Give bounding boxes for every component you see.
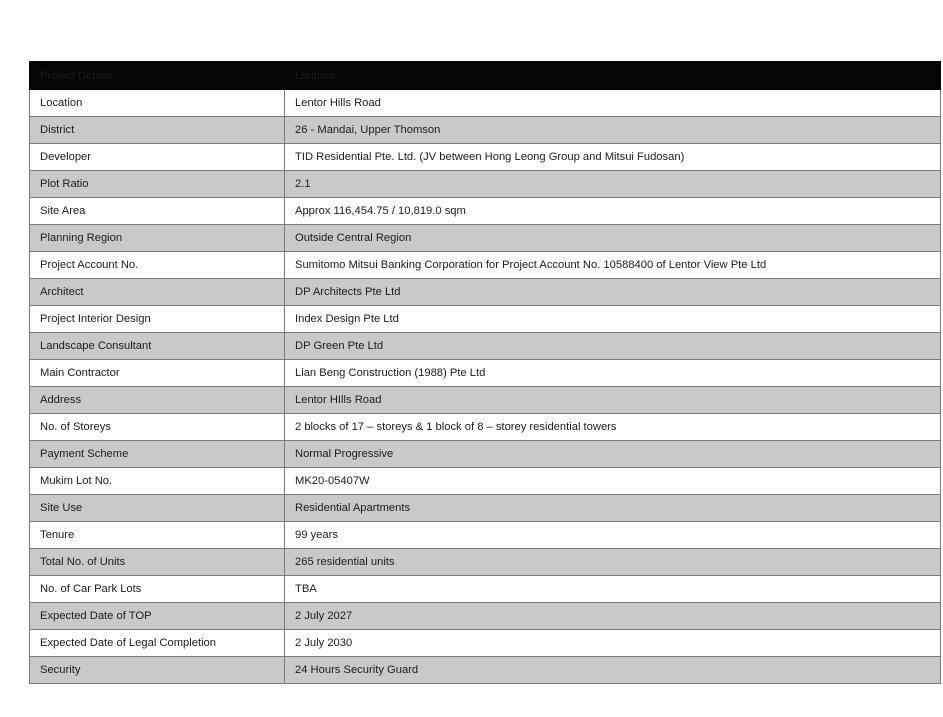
row-label-cell: No. of Car Park Lots bbox=[30, 576, 285, 603]
row-label-cell: Plot Ratio bbox=[30, 171, 285, 198]
table-row bbox=[30, 117, 941, 144]
row-label-cell: Developer bbox=[30, 144, 285, 171]
table-row bbox=[30, 414, 941, 441]
row-label-cell: Address bbox=[30, 387, 285, 414]
row-label-cell: Main Contractor bbox=[30, 360, 285, 387]
row-value-cell: DP Green Pte Ltd bbox=[285, 333, 941, 360]
row-value-cell: Normal Progressive bbox=[285, 441, 941, 468]
row-value-cell: 2 July 2027 bbox=[285, 603, 941, 630]
header-value-cell: Lentoria bbox=[285, 62, 941, 90]
row-label-cell: Architect bbox=[30, 279, 285, 306]
table-row bbox=[30, 657, 941, 684]
row-value-cell: Outside Central Region bbox=[285, 225, 941, 252]
row-label-cell: Expected Date of TOP bbox=[30, 603, 285, 630]
row-value-cell: MK20-05407W bbox=[285, 468, 941, 495]
row-label-cell: Site Use bbox=[30, 495, 285, 522]
row-label-cell: No. of Storeys bbox=[30, 414, 285, 441]
row-value-cell: Approx 116,454.75 / 10,819.0 sqm bbox=[285, 198, 941, 225]
row-value-cell: 2 July 2030 bbox=[285, 630, 941, 657]
table-row bbox=[30, 441, 941, 468]
row-label-cell: Mukim Lot No. bbox=[30, 468, 285, 495]
row-value-cell: 265 residential units bbox=[285, 549, 941, 576]
row-value-cell: Index Design Pte Ltd bbox=[285, 306, 941, 333]
table-row bbox=[30, 549, 941, 576]
table-row bbox=[30, 90, 941, 117]
table-row bbox=[30, 387, 941, 414]
table-row bbox=[30, 252, 941, 279]
table-row bbox=[30, 576, 941, 603]
project-details-table bbox=[29, 61, 941, 684]
row-label-cell: District bbox=[30, 117, 285, 144]
table-header-row bbox=[30, 62, 941, 90]
row-label-cell: Security bbox=[30, 657, 285, 684]
row-value-cell: Sumitomo Mitsui Banking Corporation for Project Account No. 10588400 of Lentor View Pte Ltd bbox=[285, 252, 941, 279]
row-value-cell: Lentor Hills Road bbox=[285, 90, 941, 117]
row-value-cell: Residential Apartments bbox=[285, 495, 941, 522]
row-label-cell: Planning Region bbox=[30, 225, 285, 252]
table-row bbox=[30, 603, 941, 630]
row-label-cell: Payment Scheme bbox=[30, 441, 285, 468]
table-row bbox=[30, 198, 941, 225]
table-row bbox=[30, 468, 941, 495]
table-row bbox=[30, 171, 941, 198]
header-label-cell: Project Details bbox=[30, 62, 285, 90]
row-value-cell: Lentor HIlls Road bbox=[285, 387, 941, 414]
row-label-cell: Total No. of Units bbox=[30, 549, 285, 576]
row-value-cell: 2.1 bbox=[285, 171, 941, 198]
table-row bbox=[30, 360, 941, 387]
table-row bbox=[30, 306, 941, 333]
row-value-cell: 26 - Mandai, Upper Thomson bbox=[285, 117, 941, 144]
row-value-cell: TID Residential Pte. Ltd. (JV between Hong Leong Group and Mitsui Fudosan) bbox=[285, 144, 941, 171]
table-row bbox=[30, 630, 941, 657]
table-row bbox=[30, 279, 941, 306]
table-row bbox=[30, 225, 941, 252]
row-value-cell: TBA bbox=[285, 576, 941, 603]
table-body bbox=[30, 90, 941, 684]
row-value-cell: Lian Beng Construction (1988) Pte Ltd bbox=[285, 360, 941, 387]
row-value-cell: 24 Hours Security Guard bbox=[285, 657, 941, 684]
row-label-cell: Project Account No. bbox=[30, 252, 285, 279]
row-label-cell: Expected Date of Legal Completion bbox=[30, 630, 285, 657]
row-label-cell: Location bbox=[30, 90, 285, 117]
table-row bbox=[30, 522, 941, 549]
row-label-cell: Site Area bbox=[30, 198, 285, 225]
table-row bbox=[30, 144, 941, 171]
table-row bbox=[30, 495, 941, 522]
row-value-cell: DP Architects Pte Ltd bbox=[285, 279, 941, 306]
row-label-cell: Landscape Consultant bbox=[30, 333, 285, 360]
table-header bbox=[30, 62, 941, 90]
table-row bbox=[30, 333, 941, 360]
row-label-cell: Project Interior Design bbox=[30, 306, 285, 333]
row-value-cell: 99 years bbox=[285, 522, 941, 549]
row-value-cell: 2 blocks of 17 – storeys & 1 block of 8 – storey residential towers bbox=[285, 414, 941, 441]
row-label-cell: Tenure bbox=[30, 522, 285, 549]
